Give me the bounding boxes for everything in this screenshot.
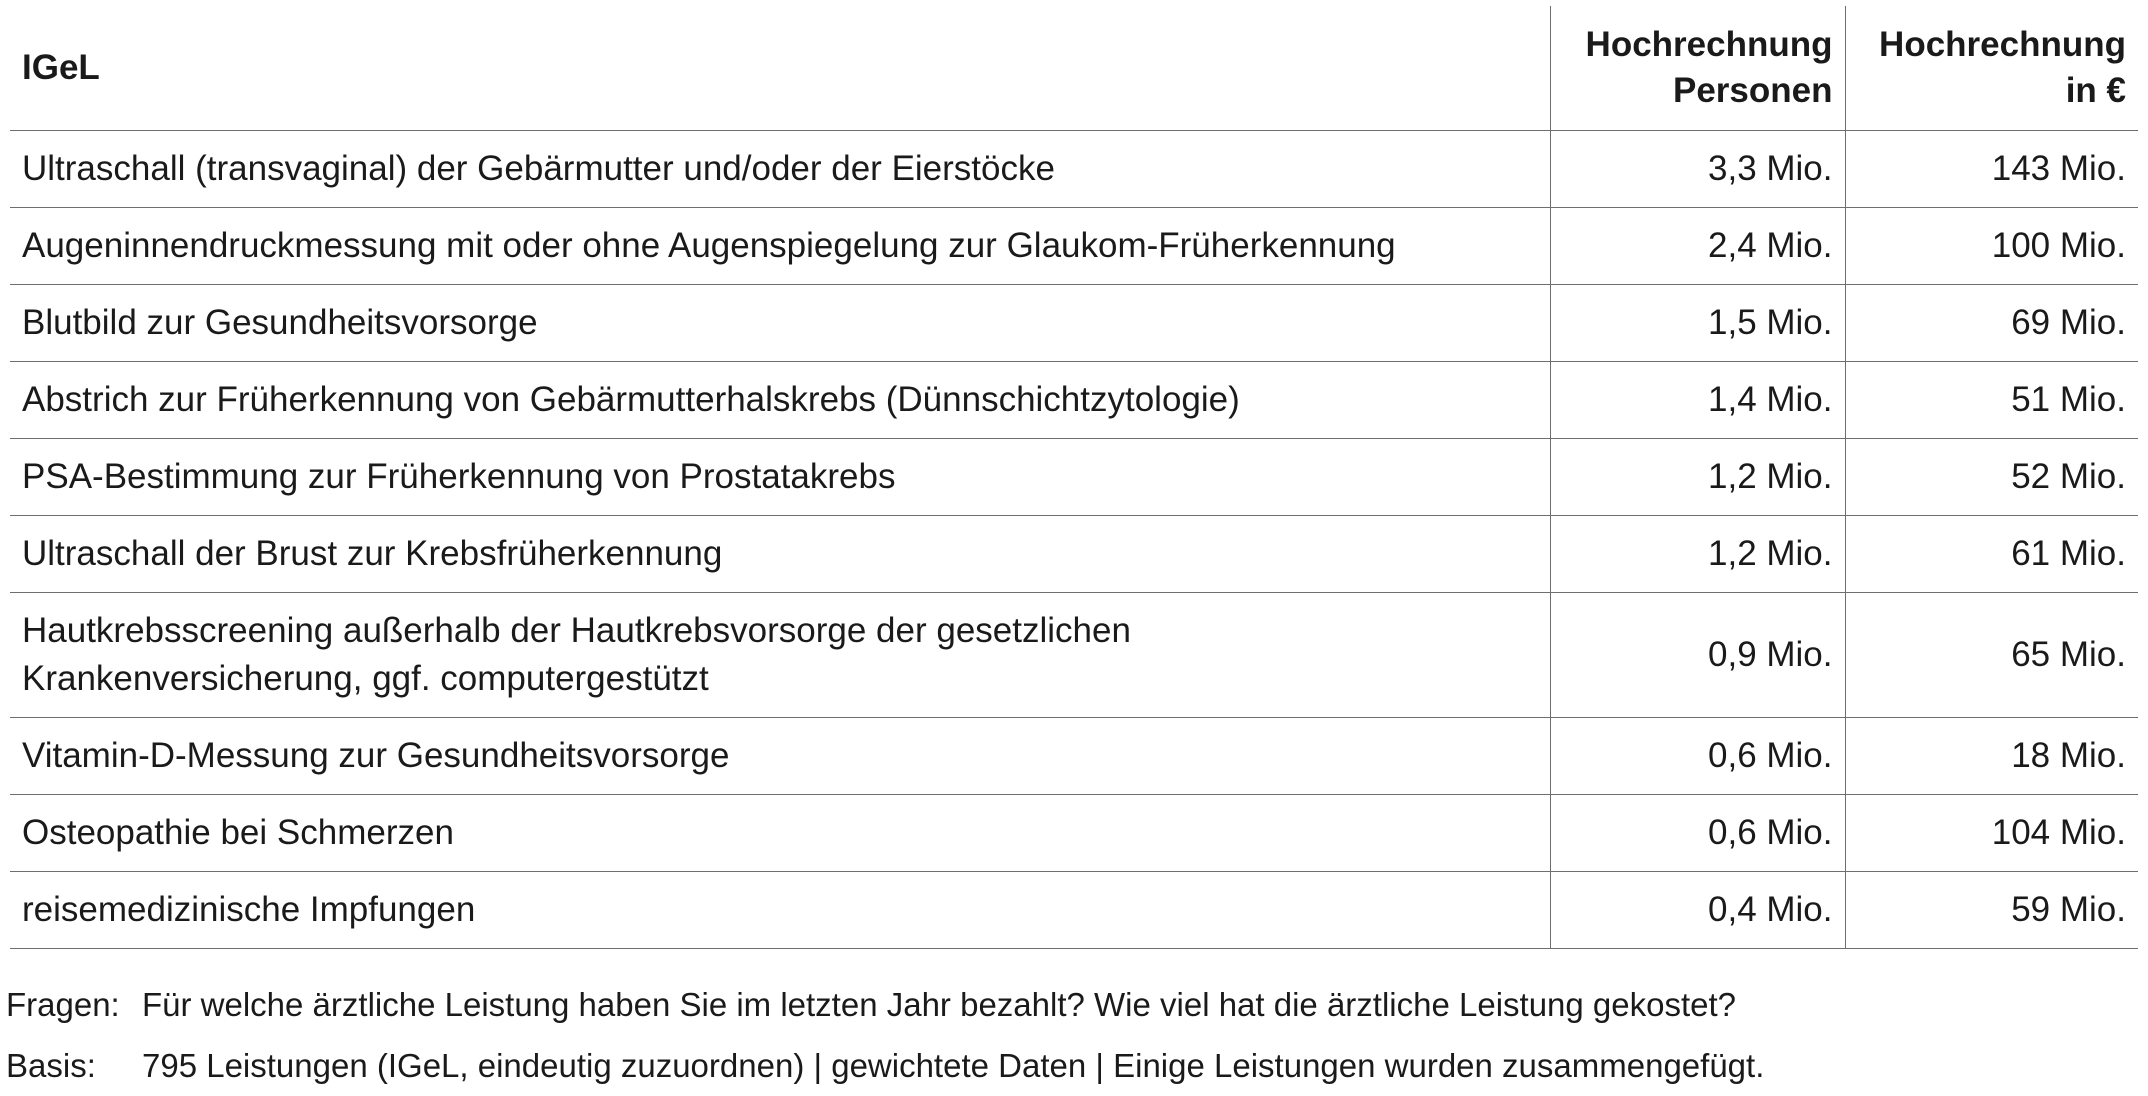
header-euro-line2: in €: [2065, 71, 2126, 110]
row-euro: 52 Mio.: [1845, 439, 2138, 516]
row-persons: 1,2 Mio.: [1550, 439, 1845, 516]
row-persons: 0,9 Mio.: [1550, 593, 1845, 718]
table-row: [10, 718, 2138, 795]
table-row: [10, 131, 2138, 208]
row-name: Abstrich zur Früherkennung von Gebärmutterhalskrebs (Dünnschichtzytologie): [10, 362, 1550, 439]
table-row: [10, 516, 2138, 593]
header-euro-line1: Hochrechnung: [1879, 25, 2126, 64]
row-name-line1: Hautkrebsscreening außerhalb der Hautkrebsvorsorge der gesetzlichen: [22, 611, 1131, 650]
note-questions-label: Fragen:: [6, 986, 120, 1023]
row-name: Ultraschall der Brust zur Krebsfrüherkennung: [10, 516, 1550, 593]
row-name: Osteopathie bei Schmerzen: [10, 795, 1550, 872]
header-persons: [1550, 6, 1845, 131]
row-euro: 100 Mio.: [1845, 208, 2138, 285]
row-persons: 0,4 Mio.: [1550, 872, 1845, 949]
row-euro: 65 Mio.: [1845, 593, 2138, 718]
row-name: Vitamin-D-Messung zur Gesundheitsvorsorge: [10, 718, 1550, 795]
row-euro: 59 Mio.: [1845, 872, 2138, 949]
table-row: [10, 872, 2138, 949]
note-basis: [6, 1035, 1764, 1096]
note-questions: [6, 974, 1764, 1035]
row-euro: 18 Mio.: [1845, 718, 2138, 795]
row-name: Ultraschall (transvaginal) der Gebärmutter und/oder der Eierstöcke: [10, 131, 1550, 208]
table-row: [10, 439, 2138, 516]
header-persons-line1: Hochrechnung: [1585, 25, 1833, 64]
table-row: [10, 795, 2138, 872]
note-questions-text: Für welche ärztliche Leistung haben Sie im letzten Jahr bezahlt? Wie viel hat die ärztliche Leistung gekostet?: [142, 986, 1737, 1023]
table-row: [10, 362, 2138, 439]
row-name: [10, 593, 1550, 718]
table-row: [10, 593, 2138, 718]
row-persons: 1,4 Mio.: [1550, 362, 1845, 439]
row-euro: 104 Mio.: [1845, 795, 2138, 872]
row-persons: 0,6 Mio.: [1550, 795, 1845, 872]
igel-table: [10, 6, 2138, 949]
header-persons-line2: Personen: [1673, 71, 1833, 110]
row-persons: 1,5 Mio.: [1550, 285, 1845, 362]
table-notes: [6, 974, 1764, 1096]
row-name: PSA-Bestimmung zur Früherkennung von Prostatakrebs: [10, 439, 1550, 516]
header-euro: [1845, 6, 2138, 131]
row-euro: 51 Mio.: [1845, 362, 2138, 439]
row-persons: 2,4 Mio.: [1550, 208, 1845, 285]
note-basis-text: 795 Leistungen (IGeL, eindeutig zuzuordnen) | gewichtete Daten | Einige Leistungen wurden zusammengefügt.: [142, 1047, 1765, 1084]
table-header-row: [10, 6, 2138, 131]
row-name-line2: Krankenversicherung, ggf. computergestützt: [22, 659, 709, 698]
row-name: Augeninnendruckmessung mit oder ohne Augenspiegelung zur Glaukom-Früherkennung: [10, 208, 1550, 285]
row-persons: 0,6 Mio.: [1550, 718, 1845, 795]
row-euro: 61 Mio.: [1845, 516, 2138, 593]
row-persons: 3,3 Mio.: [1550, 131, 1845, 208]
row-euro: 143 Mio.: [1845, 131, 2138, 208]
table-row: [10, 285, 2138, 362]
note-basis-label: Basis:: [6, 1047, 96, 1084]
row-persons: 1,2 Mio.: [1550, 516, 1845, 593]
row-name: Blutbild zur Gesundheitsvorsorge: [10, 285, 1550, 362]
table-row: [10, 208, 2138, 285]
header-igel-label: IGeL: [22, 48, 100, 87]
row-name: reisemedizinische Impfungen: [10, 872, 1550, 949]
header-igel: [10, 6, 1550, 131]
row-euro: 69 Mio.: [1845, 285, 2138, 362]
